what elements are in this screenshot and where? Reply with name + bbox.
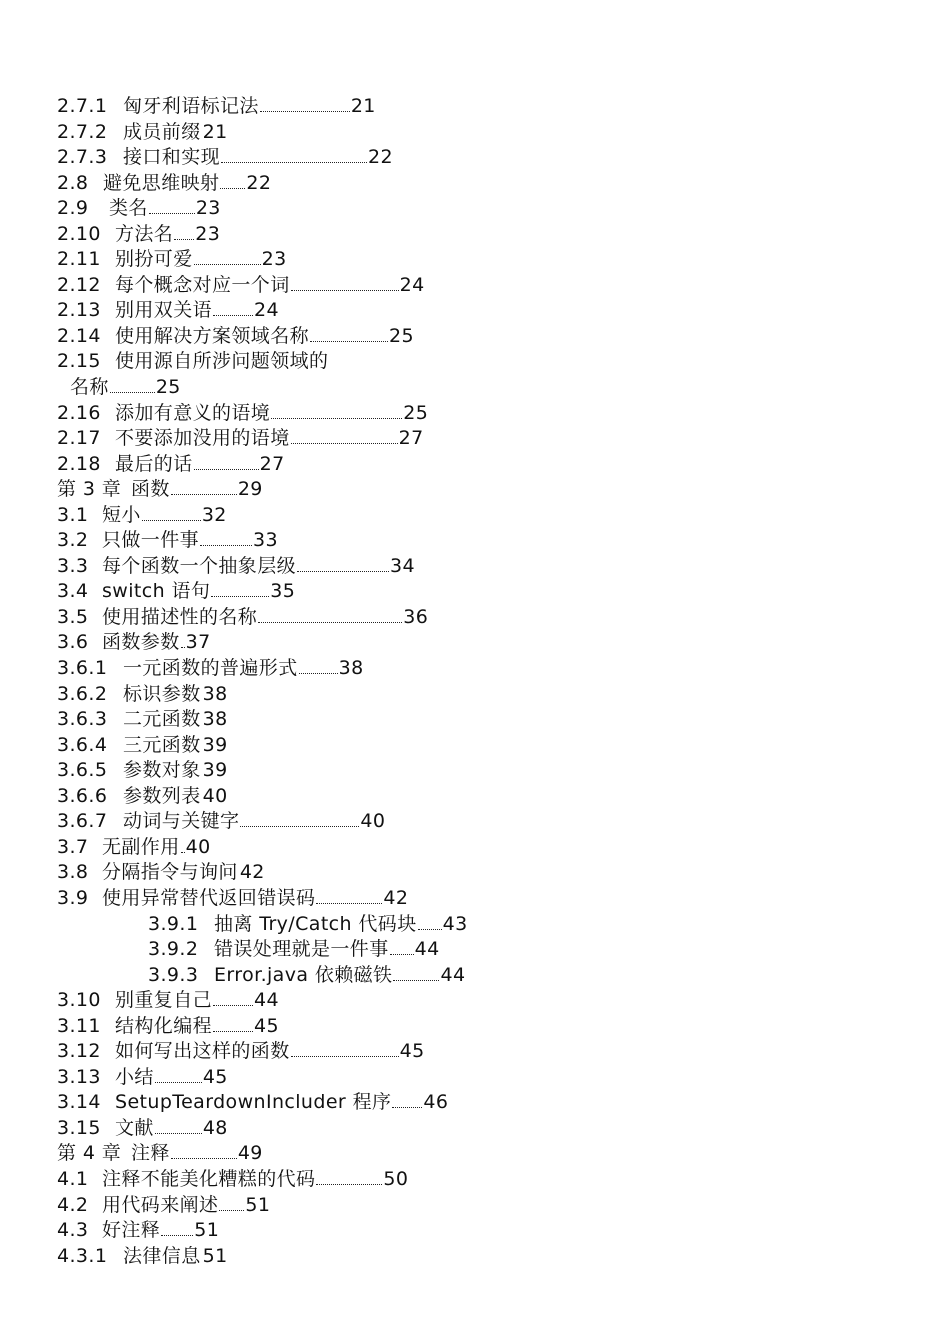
toc-entry-number: 3.12 bbox=[57, 1040, 101, 1063]
toc-entry-number: 第 4 章 bbox=[57, 1142, 122, 1165]
toc-entry-title: 只做一件事 bbox=[102, 529, 200, 552]
toc-entry-title: 用代码来阐述 bbox=[102, 1193, 219, 1216]
toc-entry-number: 3.6 bbox=[57, 631, 89, 654]
toc-entry-title: 错误处理就是一件事 bbox=[214, 938, 389, 961]
toc-entry bbox=[0, 1193, 950, 1219]
toc-entry-title: 参数对象 bbox=[123, 759, 201, 782]
toc-leader-dots bbox=[213, 305, 253, 316]
toc-entry-number: 2.16 bbox=[57, 401, 101, 424]
toc-leader-dots bbox=[299, 663, 338, 674]
toc-entry-page: 44 bbox=[440, 963, 466, 986]
toc-entry bbox=[0, 503, 950, 529]
toc-entry-page: 43 bbox=[442, 912, 468, 935]
toc-leader-dots bbox=[181, 637, 185, 648]
toc-entry-title: 二元函数 bbox=[123, 708, 201, 731]
toc-entry bbox=[0, 1090, 950, 1116]
toc-leader-dots bbox=[316, 893, 382, 904]
toc-entry-title: 文献 bbox=[115, 1116, 154, 1139]
toc-entry-title: switch 语句 bbox=[102, 580, 211, 603]
toc-entry-number: 3.13 bbox=[57, 1065, 101, 1088]
toc-entry bbox=[0, 401, 950, 427]
toc-leader-dots bbox=[213, 1021, 253, 1032]
toc-leader-dots bbox=[155, 1072, 202, 1083]
toc-entry bbox=[0, 988, 950, 1014]
toc-entry-page: 51 bbox=[202, 1244, 228, 1267]
toc-entry-title: Error.java 依赖磁铁 bbox=[214, 963, 393, 986]
toc-entry-page: 36 bbox=[403, 605, 429, 628]
toc-entry bbox=[0, 1039, 950, 1065]
toc-entry-number: 2.8 bbox=[57, 171, 89, 194]
toc-entry-number: 3.6.4 bbox=[57, 733, 108, 756]
toc-entry-page: 45 bbox=[399, 1040, 425, 1063]
toc-entry-title: 小结 bbox=[115, 1065, 154, 1088]
toc-entry bbox=[0, 835, 950, 861]
toc-entry-number: 3.9.3 bbox=[148, 963, 199, 986]
toc-entry bbox=[0, 656, 950, 682]
toc-entry bbox=[0, 528, 950, 554]
toc-leader-dots bbox=[213, 995, 253, 1006]
toc-entry-number: 2.15 bbox=[57, 350, 101, 373]
toc-entry-page: 40 bbox=[185, 835, 211, 858]
toc-entry-page: 38 bbox=[202, 682, 228, 705]
toc-entry-page: 40 bbox=[202, 784, 228, 807]
toc-entry bbox=[0, 222, 950, 248]
toc-leader-dots bbox=[211, 586, 269, 597]
toc-entry bbox=[0, 452, 950, 478]
toc-entry bbox=[0, 630, 950, 656]
toc-entry bbox=[0, 860, 950, 886]
toc-leader-dots bbox=[310, 331, 388, 342]
toc-entry-page: 37 bbox=[185, 631, 211, 654]
toc-entry-number: 3.10 bbox=[57, 989, 101, 1012]
toc-entry bbox=[0, 171, 950, 197]
toc-leader-dots bbox=[149, 203, 195, 214]
toc-entry-page: 27 bbox=[398, 427, 424, 450]
toc-leader-dots bbox=[194, 254, 261, 265]
toc-entry bbox=[0, 1065, 950, 1091]
toc-entry-title: 添加有意义的语境 bbox=[115, 401, 271, 424]
toc-leader-dots bbox=[142, 510, 201, 521]
toc-entry-page: 44 bbox=[254, 989, 279, 1012]
toc-entry-number: 3.14 bbox=[57, 1091, 101, 1114]
toc-entry-number: 3.4 bbox=[57, 580, 89, 603]
toc-entry-number: 2.14 bbox=[57, 324, 101, 347]
toc-entry-number: 3.9.1 bbox=[148, 912, 199, 935]
toc-entry bbox=[0, 886, 950, 912]
toc-entry-number: 3.9 bbox=[57, 886, 89, 909]
toc-leader-dots bbox=[260, 101, 350, 112]
toc-leader-dots bbox=[110, 382, 155, 393]
toc-entry bbox=[0, 298, 950, 324]
toc-entry-number: 2.12 bbox=[57, 273, 101, 296]
toc-entry-page: 34 bbox=[390, 554, 415, 577]
toc-entry-page: 51 bbox=[194, 1219, 220, 1242]
toc-entry-page: 21 bbox=[202, 120, 228, 143]
toc-entry-number: 3.11 bbox=[57, 1014, 101, 1037]
toc-entry-page: 48 bbox=[202, 1116, 228, 1139]
toc-entry-title: 不要添加没用的语境 bbox=[115, 427, 290, 450]
toc-entry-page: 38 bbox=[202, 708, 228, 731]
toc-entry-title: 如何写出这样的函数 bbox=[115, 1040, 290, 1063]
toc-entry-number: 第 3 章 bbox=[57, 478, 122, 501]
toc-entry-title: 方法名 bbox=[115, 222, 174, 245]
toc-leader-dots bbox=[220, 178, 245, 189]
toc-entry-title: 一元函数的普遍形式 bbox=[123, 657, 298, 680]
toc-entry-page: 29 bbox=[237, 478, 263, 501]
toc-entry-number: 3.6.6 bbox=[57, 784, 108, 807]
toc-entry-title: 动词与关键字 bbox=[123, 810, 240, 833]
toc-entry-page: 24 bbox=[254, 299, 279, 322]
toc-entry-page: 25 bbox=[403, 401, 429, 424]
toc-entry-title: 接口和实现 bbox=[123, 146, 221, 169]
toc-entry-page: 27 bbox=[259, 452, 285, 475]
toc-entry-title: 匈牙利语标记法 bbox=[123, 95, 259, 117]
toc-entry-number: 3.6.7 bbox=[57, 810, 108, 833]
toc-entry-number: 4.2 bbox=[57, 1193, 89, 1216]
toc-entry-title: 使用异常替代返回错误码 bbox=[102, 886, 316, 909]
toc-entry-number: 2.7.1 bbox=[57, 95, 108, 117]
toc-entry-page: 23 bbox=[195, 222, 221, 245]
toc-entry-title: 使用源自所涉问题领域的 bbox=[115, 350, 329, 373]
toc-entry bbox=[0, 273, 950, 299]
toc-entry bbox=[0, 554, 950, 580]
toc-entry bbox=[0, 349, 950, 375]
toc-entry bbox=[0, 682, 950, 708]
toc-entry-title: 注释 bbox=[131, 1142, 170, 1165]
toc-entry bbox=[0, 145, 950, 171]
toc-entry-page: 32 bbox=[201, 503, 227, 526]
toc-entry bbox=[0, 375, 950, 401]
toc-entry-title: 好注释 bbox=[102, 1219, 161, 1242]
toc-entry-page: 51 bbox=[245, 1193, 271, 1216]
toc-leader-dots bbox=[258, 612, 402, 623]
toc-entry-page: 40 bbox=[360, 810, 386, 833]
toc-entry-title: 法律信息 bbox=[123, 1244, 201, 1267]
toc-entry-title: 每个概念对应一个词 bbox=[115, 273, 290, 296]
toc-entry-title: 函数 bbox=[131, 478, 170, 501]
toc-entry-number: 2.9 bbox=[57, 197, 89, 220]
toc-entry-number: 3.7 bbox=[57, 835, 89, 858]
toc-leader-dots bbox=[271, 408, 402, 419]
toc-entry bbox=[0, 937, 950, 963]
toc-entry-title: 参数列表 bbox=[123, 784, 201, 807]
toc-leader-dots bbox=[219, 1200, 244, 1211]
toc-entry-page: 38 bbox=[338, 657, 364, 680]
toc-entry bbox=[0, 1014, 950, 1040]
toc-entry-number: 3.15 bbox=[57, 1116, 101, 1139]
toc-entry-number: 3.8 bbox=[57, 861, 89, 884]
toc-entry bbox=[0, 733, 950, 759]
toc-leader-dots bbox=[161, 1225, 193, 1236]
toc-entry-title: 别扮可爱 bbox=[115, 248, 193, 271]
toc-leader-dots bbox=[297, 561, 389, 572]
toc-leader-dots bbox=[418, 919, 442, 930]
toc-entry bbox=[0, 784, 950, 810]
toc-leader-dots bbox=[316, 1174, 382, 1185]
toc-leader-dots bbox=[174, 229, 194, 240]
toc-entry-number: 4.1 bbox=[57, 1167, 89, 1190]
toc-entry-number: 3.6.3 bbox=[57, 708, 108, 731]
toc-entry-page: 22 bbox=[246, 171, 272, 194]
toc-entry-title: 结构化编程 bbox=[115, 1014, 213, 1037]
toc-entry-number: 3.6.5 bbox=[57, 759, 108, 782]
toc-entry-title: 标识参数 bbox=[123, 682, 201, 705]
toc-entry bbox=[0, 963, 950, 989]
toc-entry-page: 42 bbox=[383, 886, 409, 909]
toc-leader-dots bbox=[240, 816, 359, 827]
toc-entry-title: 函数参数 bbox=[102, 631, 180, 654]
toc-leader-dots bbox=[291, 433, 398, 444]
toc-entry bbox=[0, 1141, 950, 1167]
toc-entry-number: 3.2 bbox=[57, 529, 89, 552]
toc-entry bbox=[0, 247, 950, 273]
toc-entry bbox=[0, 605, 950, 631]
toc-leader-dots bbox=[200, 535, 252, 546]
toc-entry bbox=[0, 912, 950, 938]
toc-entry-title: 成员前缀 bbox=[123, 120, 201, 143]
toc-entry-page: 23 bbox=[195, 197, 221, 220]
toc-entry-number: 2.17 bbox=[57, 427, 101, 450]
toc-entry-number: 4.3.1 bbox=[57, 1244, 108, 1267]
toc-entry-title: 使用解决方案领域名称 bbox=[115, 324, 310, 347]
toc-entry-page: 39 bbox=[202, 733, 228, 756]
toc-entry-title: 避免思维映射 bbox=[103, 171, 220, 194]
toc-entry-page: 23 bbox=[261, 248, 287, 271]
toc-entry bbox=[0, 120, 950, 146]
toc-leader-dots bbox=[155, 1123, 202, 1134]
toc-entry-title: 别用双关语 bbox=[115, 299, 213, 322]
toc-entry-title: SetupTeardownIncluder 程序 bbox=[115, 1091, 392, 1114]
toc-entry bbox=[0, 1218, 950, 1244]
toc-entry-title: 无副作用 bbox=[102, 835, 180, 858]
toc-entry-page: 21 bbox=[350, 95, 376, 117]
table-of-contents bbox=[0, 94, 950, 1269]
toc-entry bbox=[0, 1116, 950, 1142]
toc-entry-number: 3.5 bbox=[57, 605, 89, 628]
toc-leader-dots bbox=[291, 1046, 399, 1057]
toc-entry bbox=[0, 707, 950, 733]
toc-leader-dots bbox=[393, 970, 439, 981]
toc-entry bbox=[0, 758, 950, 784]
toc-entry-number: 2.18 bbox=[57, 452, 101, 475]
toc-entry-number: 2.7.3 bbox=[57, 146, 108, 169]
toc-entry-title: 别重复自己 bbox=[115, 989, 213, 1012]
toc-leader-dots bbox=[390, 944, 414, 955]
toc-entry bbox=[0, 94, 950, 120]
toc-leader-dots bbox=[194, 459, 259, 470]
toc-entry-title: 三元函数 bbox=[123, 733, 201, 756]
toc-entry bbox=[0, 1167, 950, 1193]
toc-entry-page: 44 bbox=[414, 938, 440, 961]
toc-entry-number: 3.1 bbox=[57, 503, 89, 526]
toc-entry bbox=[0, 426, 950, 452]
toc-entry-title: 分隔指令与询问 bbox=[102, 861, 238, 884]
toc-leader-dots bbox=[171, 1148, 237, 1159]
toc-entry bbox=[0, 196, 950, 222]
toc-leader-dots bbox=[181, 842, 185, 853]
toc-entry-number: 2.10 bbox=[57, 222, 101, 245]
toc-entry-page: 46 bbox=[423, 1091, 449, 1114]
toc-entry bbox=[0, 809, 950, 835]
toc-entry-title: 抽离 Try/Catch 代码块 bbox=[214, 912, 417, 935]
toc-entry-page: 22 bbox=[368, 146, 393, 169]
toc-entry-title: 注释不能美化糟糕的代码 bbox=[102, 1167, 316, 1190]
toc-entry bbox=[0, 1244, 950, 1270]
toc-entry-title: 类名 bbox=[109, 197, 148, 220]
toc-entry-page: 33 bbox=[253, 529, 278, 552]
toc-entry-page: 24 bbox=[399, 273, 425, 296]
toc-entry-title: 使用描述性的名称 bbox=[102, 605, 258, 628]
toc-entry-page: 25 bbox=[155, 376, 181, 399]
toc-entry-title: 短小 bbox=[102, 503, 141, 526]
toc-entry-page: 25 bbox=[389, 324, 414, 347]
toc-entry-number: 2.11 bbox=[57, 248, 101, 271]
toc-entry-page: 39 bbox=[202, 759, 228, 782]
toc-entry-number: 3.6.2 bbox=[57, 682, 108, 705]
toc-entry-page: 49 bbox=[237, 1142, 263, 1165]
toc-entry-number: 3.9.2 bbox=[148, 938, 199, 961]
toc-entry bbox=[0, 477, 950, 503]
toc-entry-number: 2.7.2 bbox=[57, 120, 108, 143]
toc-entry-page: 42 bbox=[239, 861, 265, 884]
toc-entry bbox=[0, 324, 950, 350]
toc-leader-dots bbox=[221, 152, 367, 163]
toc-entry-title: 最后的话 bbox=[115, 452, 193, 475]
toc-entry-page: 45 bbox=[254, 1014, 279, 1037]
toc-entry-title: 名称 bbox=[70, 376, 109, 399]
toc-entry-number: 3.3 bbox=[57, 554, 89, 577]
toc-leader-dots bbox=[171, 484, 237, 495]
toc-entry-page: 50 bbox=[383, 1167, 409, 1190]
toc-entry-number: 4.3 bbox=[57, 1219, 89, 1242]
toc-entry-title: 每个函数一个抽象层级 bbox=[102, 554, 297, 577]
toc-entry bbox=[0, 579, 950, 605]
toc-leader-dots bbox=[392, 1097, 422, 1108]
toc-leader-dots bbox=[291, 280, 399, 291]
toc-entry-number: 2.13 bbox=[57, 299, 101, 322]
toc-entry-page: 45 bbox=[202, 1065, 228, 1088]
toc-entry-number: 3.6.1 bbox=[57, 657, 108, 680]
toc-entry-page: 35 bbox=[270, 580, 296, 603]
